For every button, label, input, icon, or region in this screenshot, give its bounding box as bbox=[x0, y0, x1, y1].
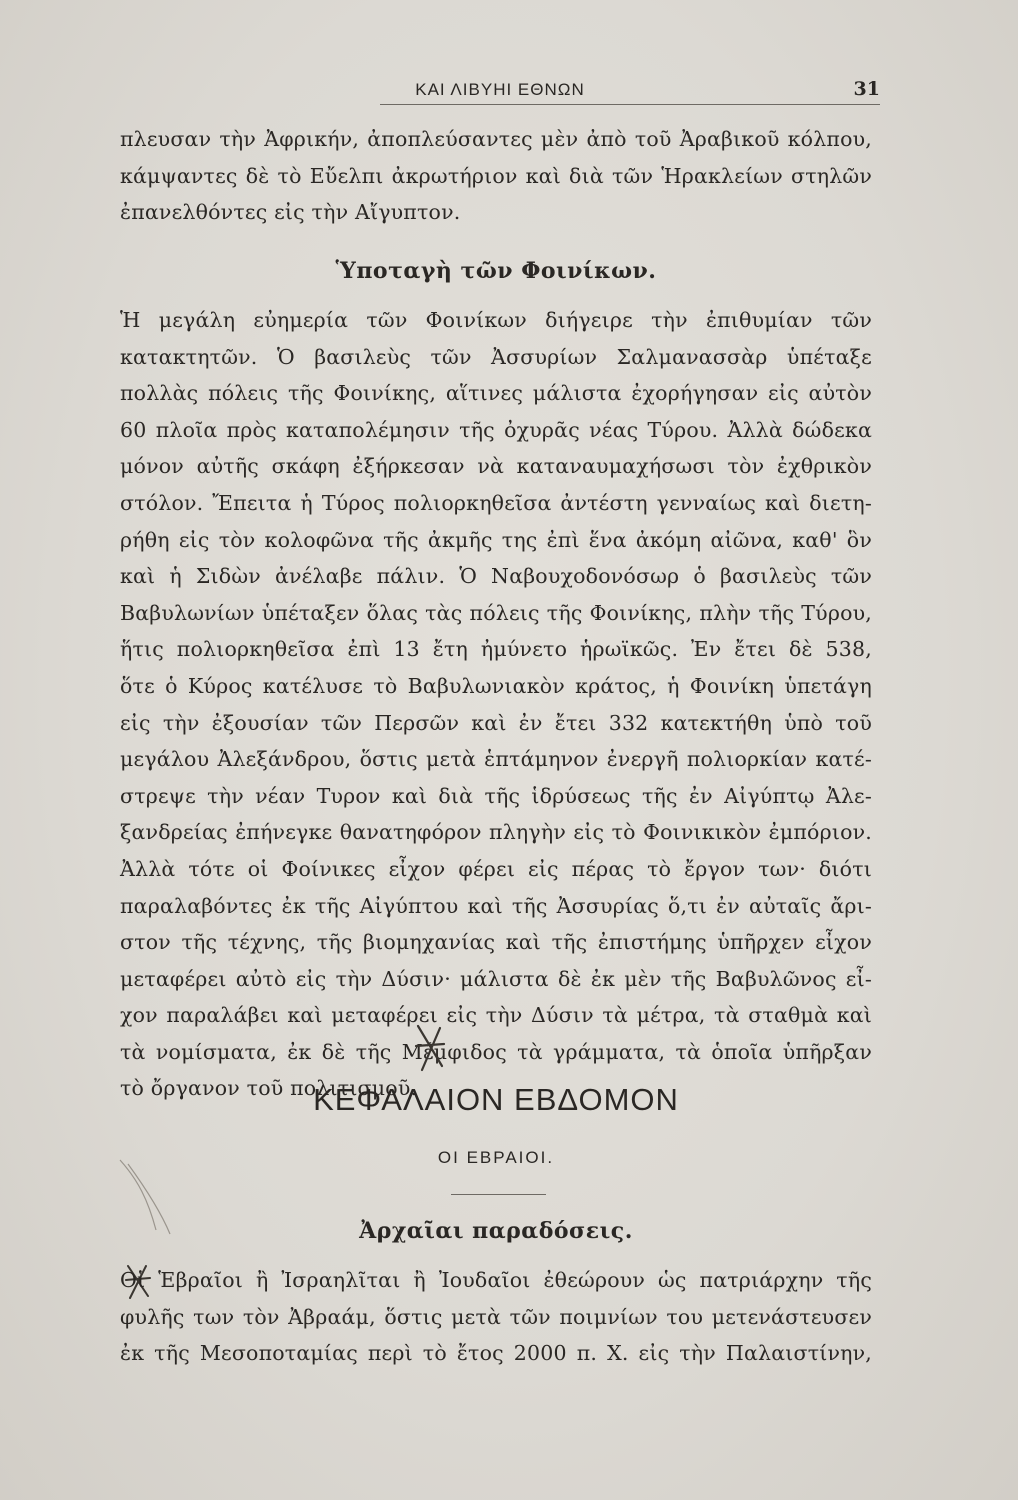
text-line: ἥτις πολιορκηθεῖσα ἐπὶ 13 ἔτη ἠμύνετο ἡρωϊκῶς. Ἐν ἔτει δὲ 538, bbox=[120, 637, 872, 662]
running-head bbox=[120, 78, 880, 102]
pencil-mark-icon bbox=[412, 1020, 446, 1076]
text-line: 60 πλοῖα πρὸς καταπολέμησιν τῆς ὀχυρᾶς νέας Τύρου. Ἀλλὰ δώδεκα bbox=[120, 417, 872, 442]
chapter-rule bbox=[451, 1194, 546, 1195]
text-line: στρεψε τὴν νέαν Τυρον καὶ διὰ τῆς ἱδρύσεως τῆς ἐν Αἰγύπτῳ Ἀλε- bbox=[120, 783, 872, 808]
text-line: στόλον. Ἔπειτα ἡ Τύρος πολιορκηθεῖσα ἀντέστη γενναίως καὶ διετη- bbox=[120, 490, 872, 515]
text-line: παραλαβόντες ἐκ τῆς Αἰγύπτου καὶ τῆς Ἀσσυρίας ὅ,τι ἐν αὐταῖς ἄρι- bbox=[120, 893, 872, 918]
running-title: ΚΑΙ ΛΙΒΥΗΙ ΕΘΝΩΝ bbox=[415, 80, 585, 99]
section-paragraph-phoenicians bbox=[120, 302, 872, 1107]
text-line: εἰς τὴν ἐξουσίαν τῶν Περσῶν καὶ ἐν ἔτει 332 κατεκτήθη ὑπὸ τοῦ bbox=[120, 710, 872, 735]
text-line: ὅτε ὁ Κύρος κατέλυσε τὸ Βαβυλωνιακὸν κράτος, ἡ Φοινίκη ὑπετάγη bbox=[120, 673, 872, 698]
text-line: στον τῆς τέχνης, τῆς βιομηχανίας καὶ τῆς ἐπιστήμης ὑπῆρχεν εἶχον bbox=[120, 930, 872, 955]
page-number: 31 bbox=[853, 78, 880, 100]
text-line: ρήθη εἰς τὸν κολοφῶνα τῆς ἀκμῆς της ἐπὶ ἕνα ἀκόμη αἰῶνα, καθ' ὃν bbox=[120, 527, 872, 552]
chapter-title: ΚΕΦΑΛΑΙΟΝ ΕΒΔΟΜΟΝ bbox=[313, 1082, 679, 1117]
text-line: κάμψαντες δὲ τὸ Εὔελπι ἀκρωτήριον καὶ διὰ τῶν Ἡρακλείων στηλῶν bbox=[120, 163, 872, 188]
text-line: ἐπανελθόντες εἰς τὴν Αἴγυπτον. bbox=[120, 200, 461, 225]
text-line: Ἀλλὰ τότε οἱ Φοίνικες εἶχον φέρει εἰς πέρας τὸ ἔργον των· διότι bbox=[120, 856, 872, 881]
text-line: καὶ ἡ Σιδὼν ἀνέλαβε πάλιν. Ὁ Ναβουχοδονόσωρ ὁ βασιλεὺς τῶν bbox=[120, 564, 872, 589]
text-line: Βαβυλωνίων ὑπέταξεν ὅλας τὰς πόλεις τῆς Φοινίκης, πλὴν τῆς Τύρου, bbox=[120, 600, 872, 625]
text-line: πλευσαν τὴν Ἀφρικήν, ἀποπλεύσαντες μὲν ἀπὸ τοῦ Ἀραβικοῦ κόλπου, bbox=[120, 127, 872, 151]
text-line: μεγάλου Ἀλεξάνδρου, ὅστις μετὰ ἑπτάμηνον ἐνεργῆ πολιορκίαν κατέ- bbox=[120, 747, 872, 772]
section-heading-subjugation: Ὑποταγὴ τῶν Φοινίκων. bbox=[335, 258, 657, 284]
text-line: τὰ νομίσματα, ἐκ δὲ τῆς Μέμφιδος τὰ γράμματα, τὰ ὁποῖα ὑπῆρξαν bbox=[120, 1039, 872, 1064]
text-line: τὸ ὄργανον τοῦ πολιτισμοῦ. bbox=[120, 1076, 418, 1101]
text-line: ἐκ τῆς Μεσοποταμίας περὶ τὸ ἔτος 2000 π. Χ. εἰς τὴν Παλαιστίνην, bbox=[120, 1341, 872, 1366]
text-line: φυλῆς των τὸν Ἀβραάμ, ὅστις μετὰ τῶν ποιμνίων του μετενάστευσεν bbox=[120, 1304, 872, 1329]
chapter-subtitle: ΟΙ ΕΒΡΑΙΟΙ. bbox=[437, 1148, 555, 1167]
text-line: Οἱ Ἑβραῖοι ἢ Ἰσραηλῖται ἢ Ἰουδαῖοι ἐθεώρουν ὡς πατριάρχην τῆς bbox=[120, 1268, 872, 1292]
text-line: κατακτητῶν. Ὁ βασιλεὺς τῶν Ἀσσυρίων Σαλμανασσὰρ ὑπέταξε bbox=[120, 344, 872, 369]
text-line: χον παραλάβει καὶ μεταφέρει εἰς τὴν Δύσιν τὰ μέτρα, τὰ σταθμὰ καὶ bbox=[120, 1003, 872, 1028]
intro-paragraph bbox=[120, 121, 872, 231]
text-line: Ἡ μεγάλη εὐημερία τῶν Φοινίκων διήγειρε τὴν ἐπιθυμίαν τῶν bbox=[120, 308, 872, 332]
header-rule bbox=[380, 104, 880, 105]
text-line: μόνον αὐτῆς σκάφη ἐξήρκεσαν νὰ καταναυμαχήσωσι τὸν ἐχθρικὸν bbox=[120, 454, 872, 479]
section-paragraph-hebrews bbox=[120, 1262, 872, 1372]
text-line: πολλὰς πόλεις τῆς Φοινίκης, αἵτινες μάλιστα ἐχορήγησαν εἰς αὐτὸν bbox=[120, 381, 872, 406]
text-line: μεταφέρει αὐτὸ εἰς τὴν Δύσιν· μάλιστα δὲ ἐκ μὲν τῆς Βαβυλῶνος εἶ- bbox=[120, 966, 872, 991]
text-line: ξανδρείας ἐπήνεγκε θανατηφόρον πληγὴν εἰς τὸ Φοινικικὸν ἐμπόριον. bbox=[120, 820, 872, 845]
section-heading-traditions: Ἀρχαῖαι παραδόσεις. bbox=[359, 1218, 633, 1244]
